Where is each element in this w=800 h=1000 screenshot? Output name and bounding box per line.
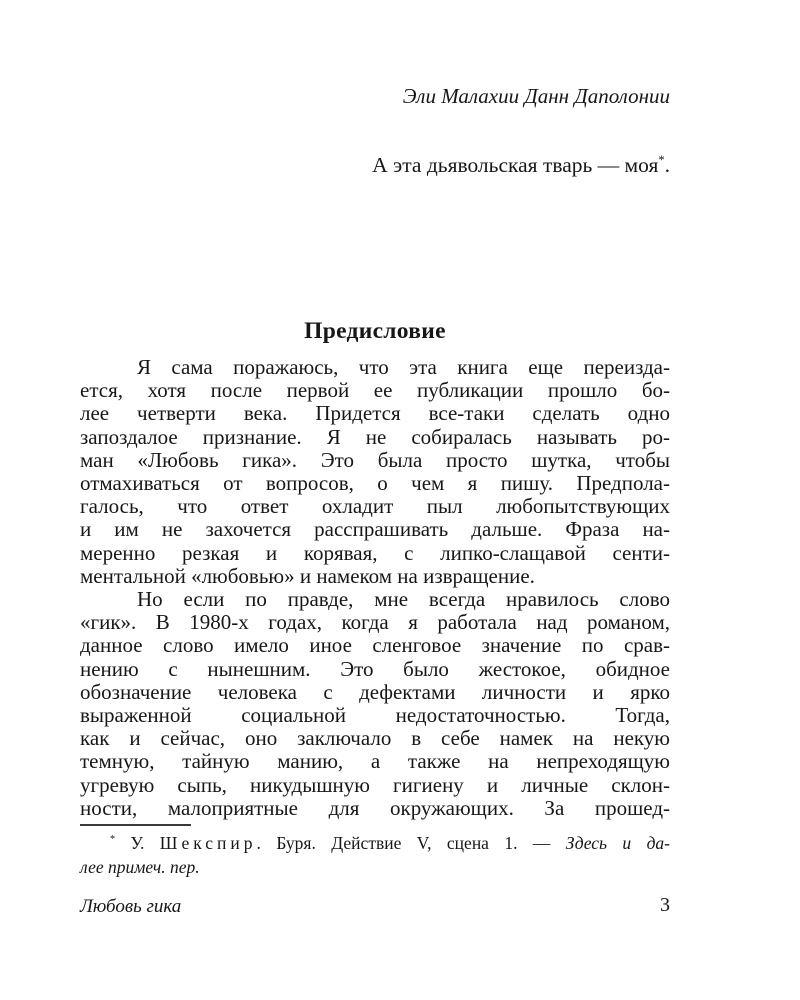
body-text-line: нению с нынешним. Это было жестокое, обидное [80,657,670,681]
body-text-line: Я сама поражаюсь, что эта книга еще переизда- [137,356,670,379]
body-text-line: как и сейчас, оно заключало в себе намек на некую [80,727,670,751]
body-text-line: меренно резкая и корявая, с липко-слащавой сенти- [80,541,670,565]
chapter-title: Предисловие [304,318,446,344]
footnote-author-surname: Шекспир [159,833,257,853]
epigraph-attribution: Эли Малахии Данн Даполонии [402,84,670,108]
body-text-line: угревую сыпь, никудышную гигиену и личные склон- [80,773,670,797]
footnote-marker: * [110,834,116,846]
footnote-translator-note-part2: лее примеч. пер. [80,857,200,877]
body-text-line: выраженной социальной недостаточностью. Тогда, [80,704,670,728]
epigraph-quote-text: А эта дьявольская тварь — моя [372,153,659,177]
body-text-line: лее четверти века. Придется все-таки сделать одно [80,402,670,426]
body-text-line: ности, малоприятные для окружающих. За прошед- [80,796,670,820]
page-number: 3 [660,894,670,916]
body-text-line: ментальной «любовью» и намеком на извращение. [80,564,535,588]
footnote-line-2 [80,855,670,879]
footnote-separator-rule [80,824,191,826]
body-text-line: обозначение человека с дефектами личности и ярко [80,680,670,704]
epigraph-quote [80,153,670,178]
preface-body-text [80,356,670,820]
running-title: Любовь гика [80,896,182,917]
body-text-line: ман «Любовь гика». Это была просто шутка, чтобы [80,448,670,472]
footnote-line-1 [80,831,670,855]
body-text-line: галось, что ответ охладит пыл любопытствующих [80,495,670,519]
footnote-marker-reference: * [658,152,665,167]
body-text-line: и им не захочется расспрашивать дальше. Фраза на- [80,518,670,542]
body-text-line: отмахиваться от вопросов, о чем я пишу. Предпола- [80,472,670,496]
footnote-author-initial: У. [130,833,145,853]
body-text-line: «гик». В 1980-х годах, когда я работала над романом, [80,611,670,635]
body-text-line: темную, тайную манию, а также на непреходящую [80,750,670,774]
epigraph-quote-period: . [664,153,670,177]
footnote [80,831,670,879]
body-text-line: данное слово имело иное сленговое значение по срав- [80,634,670,658]
footnote-translator-note-part1: Здесь и да- [565,833,671,853]
footnote-reference: . Буря. Действие V, сцена 1. — [256,833,551,853]
body-text-line: Но если по правде, мне всегда нравилось слово [137,588,670,612]
body-text-line: запоздалое признание. Я не собиралась называть ро- [80,425,670,449]
body-text-line: ется, хотя после первой ее публикации прошло бо- [80,379,670,403]
